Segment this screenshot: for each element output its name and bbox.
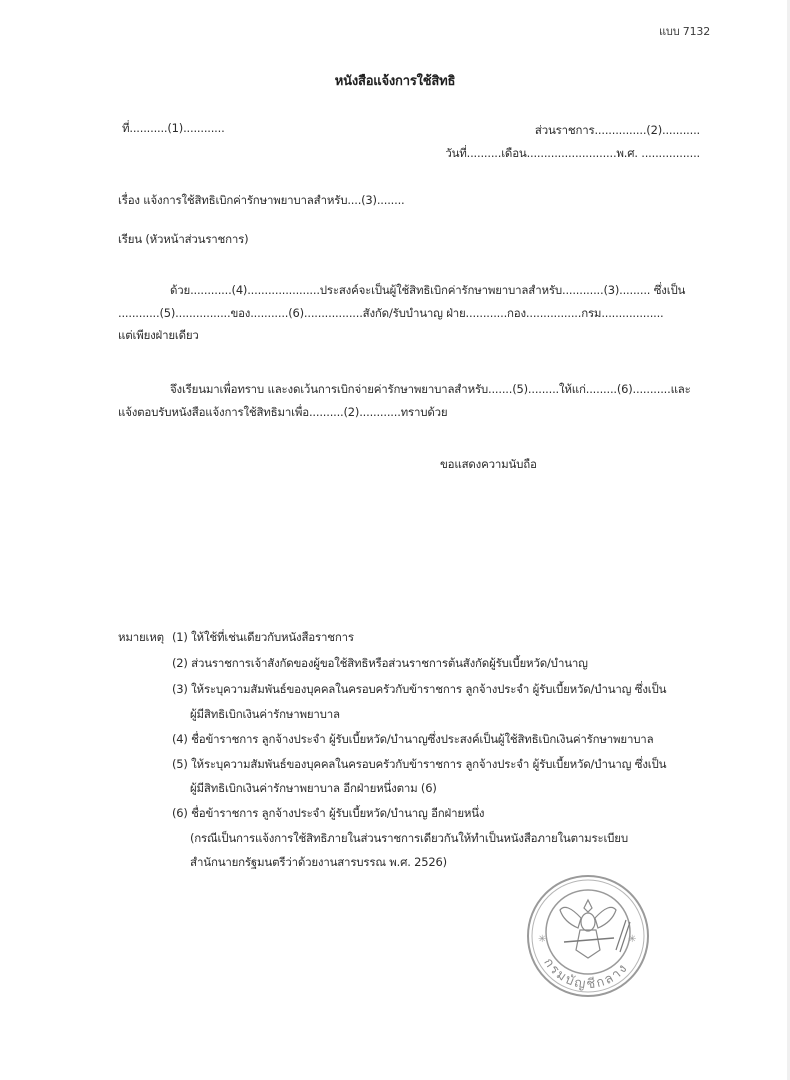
body-paragraph-1-line-3: แต่เพียงฝ่ายเดียว [118, 328, 199, 342]
salutation-line: เรียน (หัวหน้าส่วนราชการ) [118, 232, 249, 246]
note-item-5-cont: ผู้มีสิทธิเบิกเงินค่ารักษาพยาบาล อีกฝ่ายหนึ่งตาม (6) [190, 781, 437, 795]
agency-field: ส่วนราชการ...............(2)........... [534, 123, 700, 137]
date-field: วันที่..........เดือน..........................พ.ศ. ................. [445, 146, 700, 160]
notes-label: หมายเหตุ [118, 630, 164, 644]
note-item-6-cont-1: (กรณีเป็นการแจ้งการใช้สิทธิภายในส่วนราชการเดียวกันให้ทำเป็นหนังสือภายในตามระเบียบ [190, 831, 628, 845]
svg-text:✳: ✳ [538, 934, 547, 945]
note-item-4: (4) ชื่อข้าราชการ ลูกจ้างประจำ ผู้รับเบี้ยหวัด/บำนาญซึ่งประสงค์เป็นผู้ใช้สิทธิเบิกเงินค่ารักษาพยาบาล [172, 732, 654, 746]
document-title: หนังสือแจ้งการใช้สิทธิ [334, 74, 456, 89]
note-item-5: (5) ให้ระบุความสัมพันธ์ของบุคคลในครอบครัวกับข้าราชการ ลูกจ้างประจำ ผู้รับเบี้ยหวัด/บำนาญ ซึ่งเป็น [172, 757, 667, 771]
subject-line: เรื่อง แจ้งการใช้สิทธิเบิกค่ารักษาพยาบาลสำหรับ....(3)........ [118, 193, 405, 207]
note-item-6-cont-2: สำนักนายกรัฐมนตรีว่าด้วยงานสารบรรณ พ.ศ. 2526) [190, 855, 447, 869]
form-code: แบบ 7132 [659, 25, 710, 38]
garuda-emblem-icon [518, 872, 658, 1000]
body-paragraph-2-line-2: แจ้งตอบรับหนังสือแจ้งการใช้สิทธิมาเพื่อ..........(2)............ทราบด้วย [118, 405, 448, 419]
reference-number-field: ที่...........(1)............ [122, 121, 225, 135]
note-item-6: (6) ชื่อข้าราชการ ลูกจ้างประจำ ผู้รับเบี้ยหวัด/บำนาญ อีกฝ่ายหนึ่ง [172, 806, 485, 820]
note-item-2: (2) ส่วนราชการเจ้าสังกัดของผู้ขอใช้สิทธิหรือส่วนราชการต้นสังกัดผู้รับเบี้ยหวัด/บำนาญ [172, 656, 588, 670]
note-item-3-cont: ผู้มีสิทธิเบิกเงินค่ารักษาพยาบาล [190, 707, 340, 721]
note-item-1: (1) ให้ใช้ที่เช่นเดียวกับหนังสือราชการ [172, 630, 354, 644]
official-seal-stamp [518, 872, 658, 1000]
stamp-text: กรมบัญชีกลาง [540, 955, 632, 993]
body-paragraph-1-line-2: ............(5)................ของ...........(6).................สังกัด/รับบำนาญ ฝ่าย............กอง................กรม.................. [118, 306, 664, 320]
body-paragraph-1-line-1: ด้วย............(4).....................ประสงค์จะเป็นผู้ใช้สิทธิเบิกค่ารักษาพยาบาลสำหรับ............(3)......... ซึ่งเป็น [170, 283, 686, 297]
svg-text:✳: ✳ [628, 934, 637, 945]
closing-line: ขอแสดงความนับถือ [440, 457, 537, 471]
body-paragraph-2-line-1: จึงเรียนมาเพื่อทราบ และงดเว้นการเบิกจ่ายค่ารักษาพยาบาลสำหรับ.......(5).........ให้แก่.........(6)...........และ [170, 382, 691, 396]
note-item-3: (3) ให้ระบุความสัมพันธ์ของบุคคลในครอบครัวกับข้าราชการ ลูกจ้างประจำ ผู้รับเบี้ยหวัด/บำนาญ ซึ่งเป็น [172, 682, 667, 696]
